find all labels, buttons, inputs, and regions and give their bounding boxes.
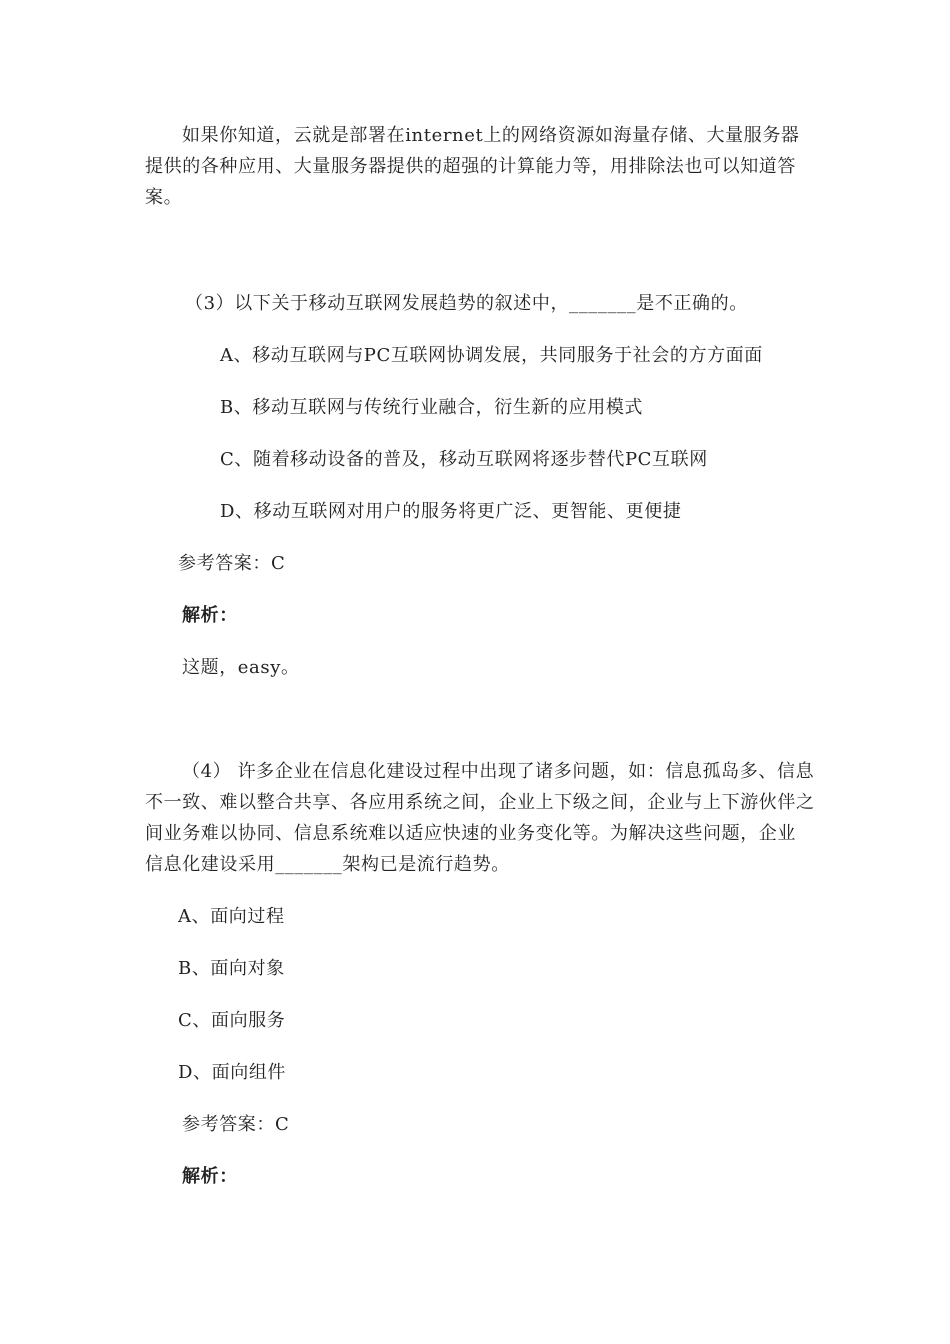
q3-analysis-text: 这题，easy。 xyxy=(182,657,300,678)
q3-analysis-label: 解析： xyxy=(182,605,238,626)
q4-stem-line-3: 间业务难以协同、信息系统难以适应快速的业务变化等。为解决这些问题，企业 xyxy=(145,823,796,844)
q4-analysis-label: 解析： xyxy=(182,1166,238,1187)
intro-line-3: 案。 xyxy=(145,187,183,208)
q4-option-d: D、面向组件 xyxy=(178,1062,287,1083)
q3-stem: （3）以下关于移动互联网发展趋势的叙述中，_______是不正确的。 xyxy=(185,293,748,314)
q3-option-c: C、随着移动设备的普及，移动互联网将逐步替代PC互联网 xyxy=(220,449,708,470)
q4-stem-line-1: （4） 许多企业在信息化建设过程中出现了诸多问题，如：信息孤岛多、信息 xyxy=(182,761,815,782)
q3-answer: 参考答案：C xyxy=(178,553,286,574)
q3-option-a: A、移动互联网与PC互联网协调发展，共同服务于社会的方方面面 xyxy=(220,345,763,366)
q4-option-b: B、面向对象 xyxy=(178,958,285,979)
q4-stem-line-2: 不一致、难以整合共享、各应用系统之间，企业上下级之间，企业与上下游伙伴之 xyxy=(145,792,815,813)
q4-answer: 参考答案：C xyxy=(182,1114,290,1135)
q4-option-a: A、面向过程 xyxy=(178,906,285,927)
q3-option-d: D、移动互联网对用户的服务将更广泛、更智能、更便捷 xyxy=(220,501,682,522)
q3-option-b: B、移动互联网与传统行业融合，衍生新的应用模式 xyxy=(220,397,644,418)
intro-line-1: 如果你知道，云就是部署在internet上的网络资源如海量存储、大量服务器 xyxy=(182,125,800,146)
intro-line-2: 提供的各种应用、大量服务器提供的超强的计算能力等，用排除法也可以知道答 xyxy=(145,156,796,177)
q4-stem-line-4: 信息化建设采用_______架构已是流行趋势。 xyxy=(145,854,510,875)
q4-option-c: C、面向服务 xyxy=(178,1010,286,1031)
